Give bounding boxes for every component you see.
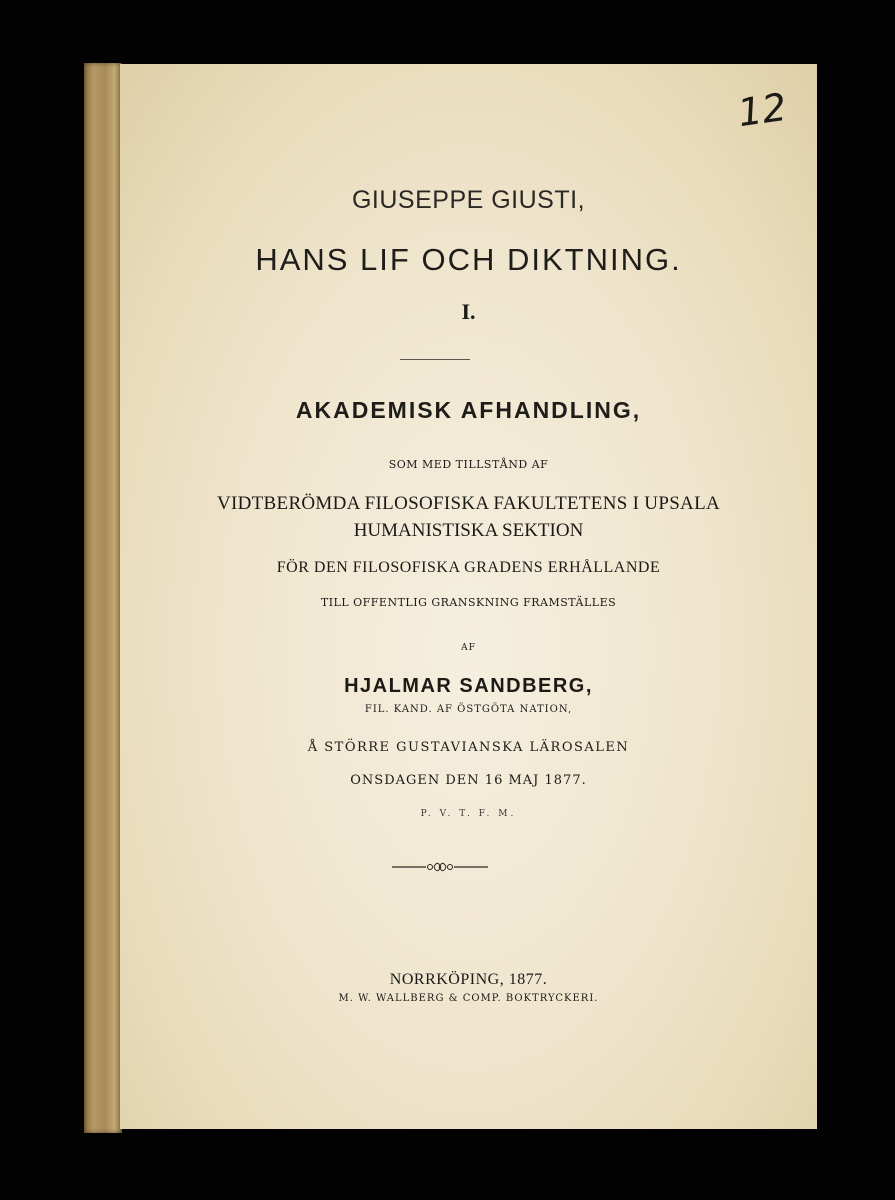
place-year: NORRKÖPING, 1877. xyxy=(389,971,548,988)
review-line: TILL OFFENTLIG GRANSKNING FRAMSTÄLLES xyxy=(320,596,617,609)
ornament-icon xyxy=(390,859,490,875)
thesis-type: AKADEMISK AFHANDLING, xyxy=(295,397,642,423)
degree-line: FÖR DEN FILOSOFISKA GRADENS ERHÅLLANDE xyxy=(276,559,661,576)
book-spine xyxy=(84,63,122,1133)
title-page xyxy=(120,64,817,1129)
venue-line: Å STÖRRE GUSTAVIANSKA LÄROSALEN xyxy=(307,740,630,755)
divider-rule xyxy=(400,359,470,360)
volume-number: I. xyxy=(461,299,476,324)
work-title: HANS LIF OCH DIKTNING. xyxy=(255,242,682,277)
author-name: GIUSEPPE GIUSTI, xyxy=(351,186,586,214)
section-line: HUMANISTISKA SEKTION xyxy=(353,520,584,541)
faculty-line: VIDTBERÖMDA FILOSOFISKA FAKULTETENS I UPSALA xyxy=(216,493,721,514)
permission-line: SOM MED TILLSTÅND AF xyxy=(388,458,549,471)
by-line: AF xyxy=(461,643,476,653)
initials-line: P. V. T. F. M. xyxy=(420,809,517,819)
candidate-name: HJALMAR SANDBERG, xyxy=(344,675,593,697)
handwritten-shelf-number: 12 xyxy=(735,84,790,136)
printer-line: M. W. WALLBERG & COMP. BOKTRYCKERI. xyxy=(338,993,599,1004)
date-line: ONSDAGEN DEN 16 MAJ 1877. xyxy=(350,773,587,788)
candidate-details: FIL. KAND. AF ÖSTGÖTA NATION, xyxy=(364,704,573,715)
